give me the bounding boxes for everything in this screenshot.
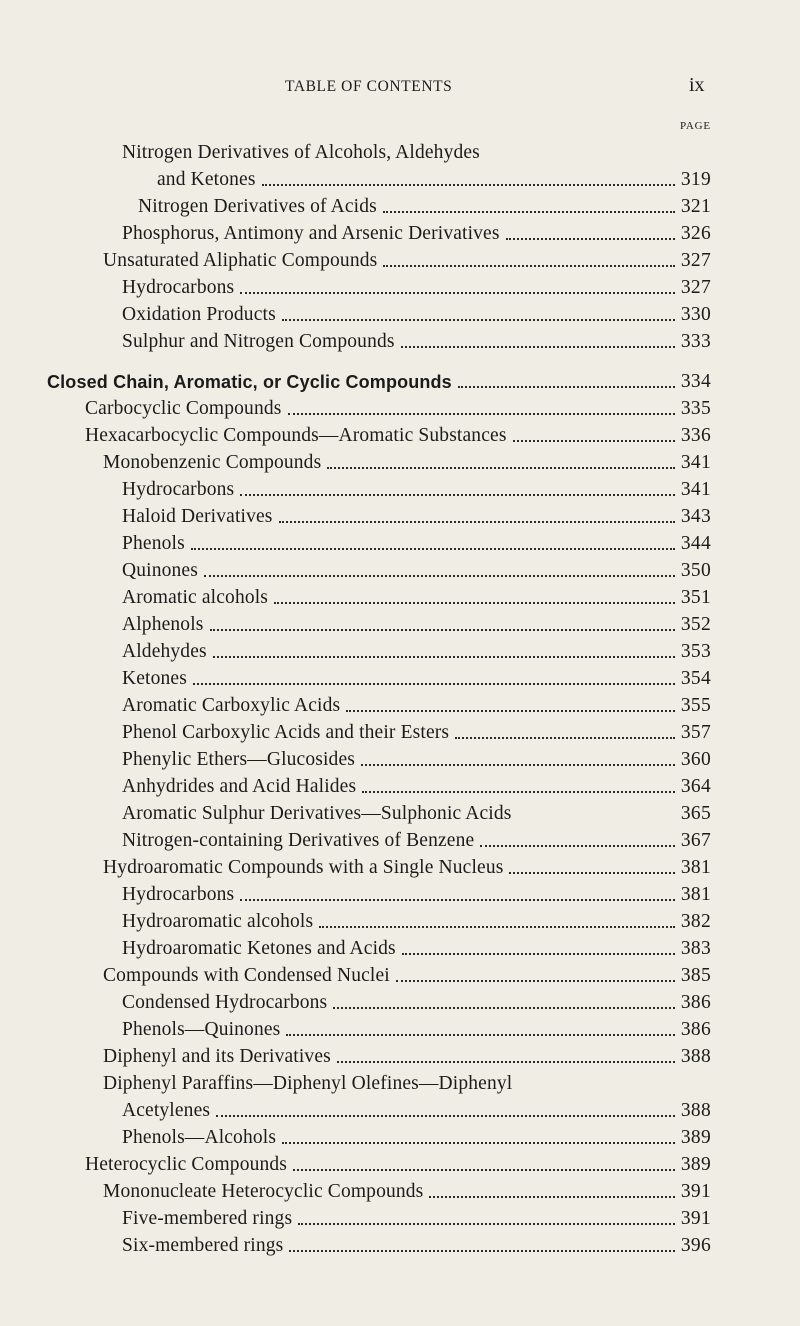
toc-entry-page: 364 bbox=[680, 776, 711, 797]
toc-entry-page: 385 bbox=[680, 965, 711, 986]
toc-entry-page: 330 bbox=[680, 304, 711, 325]
dot-leader bbox=[193, 666, 675, 685]
page-column-label: PAGE bbox=[680, 120, 711, 132]
toc-entry-title: Hydrocarbons bbox=[122, 277, 235, 298]
toc-entry-page: 350 bbox=[680, 560, 711, 581]
toc-entry-title: Monobenzenic Compounds bbox=[103, 452, 322, 473]
toc-entry-title: Nitrogen Derivatives of Acids bbox=[138, 196, 377, 217]
toc-entry-page: 353 bbox=[680, 641, 711, 662]
toc-entry-page: 352 bbox=[680, 614, 711, 635]
toc-entry-page: 355 bbox=[680, 695, 711, 716]
toc-entry bbox=[0, 423, 800, 449]
dot-leader bbox=[346, 693, 675, 712]
toc-entry bbox=[0, 221, 800, 247]
dot-leader bbox=[506, 221, 675, 240]
toc-entry-title: Hydroaromatic Ketones and Acids bbox=[122, 938, 396, 959]
toc-entry bbox=[0, 828, 800, 854]
toc-entry bbox=[0, 275, 800, 301]
toc-entry-page: 336 bbox=[680, 425, 711, 446]
dot-leader bbox=[383, 248, 674, 267]
toc-entry-title: Closed Chain, Aromatic, or Cyclic Compounds bbox=[47, 372, 452, 392]
toc-entry-title: Aromatic Carboxylic Acids bbox=[122, 695, 341, 716]
running-title: TABLE OF CONTENTS bbox=[285, 78, 453, 95]
dot-leader bbox=[509, 855, 674, 874]
dot-leader bbox=[282, 302, 675, 321]
toc-entry bbox=[0, 1098, 800, 1124]
dot-leader bbox=[240, 477, 675, 496]
dot-leader bbox=[327, 450, 675, 469]
dot-leader bbox=[293, 1152, 675, 1171]
dot-leader bbox=[289, 1233, 674, 1252]
dot-leader bbox=[480, 828, 675, 847]
toc-section-heading bbox=[0, 369, 800, 395]
toc-entry-title: Aromatic alcohols bbox=[122, 587, 269, 608]
toc-entry-title: Hydroaromatic alcohols bbox=[122, 911, 314, 932]
toc-entry-title: Ketones bbox=[122, 668, 187, 689]
toc-entry-page: 386 bbox=[680, 992, 711, 1013]
toc-entry-page: 365 bbox=[680, 803, 711, 824]
toc-entry bbox=[0, 936, 800, 962]
toc-entry bbox=[0, 329, 800, 355]
dot-leader bbox=[319, 909, 675, 928]
toc-entry bbox=[0, 1017, 800, 1043]
toc-entry-title: Anhydrides and Acid Halides bbox=[122, 776, 357, 797]
dot-leader bbox=[213, 639, 675, 658]
dot-leader bbox=[274, 585, 675, 604]
toc-entry-title: Diphenyl Paraffins—Diphenyl Olefines—Diphenyl bbox=[103, 1073, 513, 1094]
toc-entry-title: Condensed Hydrocarbons bbox=[122, 992, 328, 1013]
toc-entry-page: 391 bbox=[680, 1181, 711, 1202]
toc-entry bbox=[0, 639, 800, 665]
toc-entry-page: 389 bbox=[680, 1154, 711, 1175]
toc-entry-title: Phenols—Alcohols bbox=[122, 1127, 277, 1148]
toc-entry-page: 334 bbox=[680, 371, 711, 392]
toc-entry bbox=[0, 194, 800, 220]
toc-entry-title: Six-membered rings bbox=[122, 1235, 284, 1256]
toc-entry-title: Five-membered rings bbox=[122, 1208, 293, 1229]
toc-entry bbox=[0, 909, 800, 935]
dot-leader bbox=[210, 612, 675, 631]
dot-leader bbox=[383, 194, 675, 213]
toc-entry-page: 367 bbox=[680, 830, 711, 851]
toc-entry bbox=[0, 1233, 800, 1259]
toc-entry bbox=[0, 1179, 800, 1205]
toc-entry bbox=[0, 666, 800, 692]
toc-entry bbox=[0, 531, 800, 557]
dot-leader bbox=[402, 936, 675, 955]
toc-entry-page: 381 bbox=[680, 857, 711, 878]
toc-entry-page: 386 bbox=[680, 1019, 711, 1040]
toc-entry bbox=[0, 450, 800, 476]
toc-entry-page: 360 bbox=[680, 749, 711, 770]
dot-leader bbox=[361, 747, 675, 766]
toc-entry-page: 341 bbox=[680, 452, 711, 473]
toc-entry-title: Quinones bbox=[122, 560, 198, 581]
dot-leader bbox=[298, 1206, 675, 1225]
toc-entry-title: Diphenyl and its Derivatives bbox=[103, 1046, 331, 1067]
toc-entry-page: 391 bbox=[680, 1208, 711, 1229]
toc-entry-title: Hydrocarbons bbox=[122, 884, 235, 905]
toc-entry-title: Compounds with Condensed Nuclei bbox=[103, 965, 390, 986]
toc-entry bbox=[0, 585, 800, 611]
toc-entry bbox=[0, 140, 800, 166]
toc-entry-title: Sulphur and Nitrogen Compounds bbox=[122, 331, 395, 352]
toc-entry-title: Oxidation Products bbox=[122, 304, 276, 325]
toc-entry-title: Hexacarbocyclic Compounds—Aromatic Substances bbox=[85, 425, 507, 446]
toc-entry bbox=[0, 504, 800, 530]
toc-entry-page: 388 bbox=[680, 1100, 711, 1121]
toc-entry-title: Nitrogen Derivatives of Alcohols, Aldehydes bbox=[122, 142, 480, 163]
dot-leader bbox=[282, 1125, 675, 1144]
toc-entry-title: Unsaturated Aliphatic Compounds bbox=[103, 250, 378, 271]
toc-entry bbox=[0, 855, 800, 881]
toc-entry bbox=[0, 396, 800, 422]
dot-leader bbox=[191, 531, 675, 550]
toc-entry-page: 327 bbox=[680, 250, 711, 271]
toc-entry-page: 335 bbox=[680, 398, 711, 419]
toc-entry bbox=[0, 477, 800, 503]
toc-entry-page: 388 bbox=[680, 1046, 711, 1067]
toc-entry-page: 389 bbox=[680, 1127, 711, 1148]
dot-leader bbox=[337, 1044, 675, 1063]
dot-leader bbox=[240, 275, 675, 294]
page-number: ix bbox=[689, 74, 705, 96]
dot-leader bbox=[262, 167, 675, 186]
toc-entry bbox=[0, 990, 800, 1016]
toc-entry-page: 321 bbox=[680, 196, 711, 217]
toc-entry bbox=[0, 1152, 800, 1178]
toc-entry-title: Carbocyclic Compounds bbox=[85, 398, 282, 419]
toc-entry bbox=[0, 747, 800, 773]
toc-entry-title: and Ketones bbox=[157, 169, 256, 190]
toc-entry bbox=[0, 774, 800, 800]
toc-entry bbox=[0, 720, 800, 746]
toc-entry-page: 382 bbox=[680, 911, 711, 932]
toc-entry-page: 326 bbox=[680, 223, 711, 244]
toc-entry-page: 351 bbox=[680, 587, 711, 608]
toc-entry-title: Phenols bbox=[122, 533, 185, 554]
dot-leader bbox=[204, 558, 675, 577]
toc-entry-page: 381 bbox=[680, 884, 711, 905]
toc-entry-page: 357 bbox=[680, 722, 711, 743]
toc-entry bbox=[0, 612, 800, 638]
toc-entry-page: 319 bbox=[680, 169, 711, 190]
toc-entry bbox=[0, 167, 800, 193]
dot-leader bbox=[333, 990, 675, 1009]
toc-entry bbox=[0, 801, 800, 827]
dot-leader bbox=[429, 1179, 674, 1198]
toc-entry-title: Phosphorus, Antimony and Arsenic Derivatives bbox=[122, 223, 500, 244]
toc-entry bbox=[0, 1044, 800, 1070]
toc-entry bbox=[0, 1125, 800, 1151]
dot-leader bbox=[362, 774, 675, 793]
toc-entry-page: 396 bbox=[680, 1235, 711, 1256]
toc-entry bbox=[0, 558, 800, 584]
toc-entry-title: Alphenols bbox=[122, 614, 204, 635]
toc-entry bbox=[0, 693, 800, 719]
toc-entry-page: 327 bbox=[680, 277, 711, 298]
toc-entry bbox=[0, 1071, 800, 1097]
toc-entry-title: Acetylenes bbox=[122, 1100, 211, 1121]
toc-entry-title: Phenols—Quinones bbox=[122, 1019, 281, 1040]
dot-leader bbox=[401, 329, 675, 348]
toc-entry-title: Aldehydes bbox=[122, 641, 207, 662]
toc-entry bbox=[0, 302, 800, 328]
toc-entry bbox=[0, 248, 800, 274]
dot-leader bbox=[455, 720, 675, 739]
dot-leader bbox=[288, 396, 675, 415]
toc-entry-title: Phenol Carboxylic Acids and their Esters bbox=[122, 722, 450, 743]
toc-entry-title: Heterocyclic Compounds bbox=[85, 1154, 288, 1175]
dot-leader bbox=[286, 1017, 674, 1036]
dot-leader bbox=[458, 369, 675, 388]
dot-leader bbox=[513, 423, 675, 442]
dot-leader bbox=[279, 504, 675, 523]
toc-entry-page: 383 bbox=[680, 938, 711, 959]
toc-entry-title: Phenylic Ethers—Glucosides bbox=[122, 749, 355, 770]
toc-entry-page: 341 bbox=[680, 479, 711, 500]
toc-entry-page: 354 bbox=[680, 668, 711, 689]
toc-entry-title: Mononucleate Heterocyclic Compounds bbox=[103, 1181, 424, 1202]
toc-entry-page: 333 bbox=[680, 331, 711, 352]
toc-entry bbox=[0, 882, 800, 908]
toc-entry bbox=[0, 1206, 800, 1232]
toc-entry-title: Nitrogen-containing Derivatives of Benzene bbox=[122, 830, 475, 851]
toc-entry-title: Hydrocarbons bbox=[122, 479, 235, 500]
dot-leader bbox=[396, 963, 675, 982]
toc-entry-page: 344 bbox=[680, 533, 711, 554]
toc-entry-title: Hydroaromatic Compounds with a Single Nucleus bbox=[103, 857, 504, 878]
dot-leader bbox=[240, 882, 675, 901]
toc-entry bbox=[0, 963, 800, 989]
toc-entry-title: Aromatic Sulphur Derivatives—Sulphonic Acids bbox=[122, 803, 512, 824]
toc-entry-page: 343 bbox=[680, 506, 711, 527]
toc-entry-title: Haloid Derivatives bbox=[122, 506, 273, 527]
dot-leader bbox=[216, 1098, 675, 1117]
